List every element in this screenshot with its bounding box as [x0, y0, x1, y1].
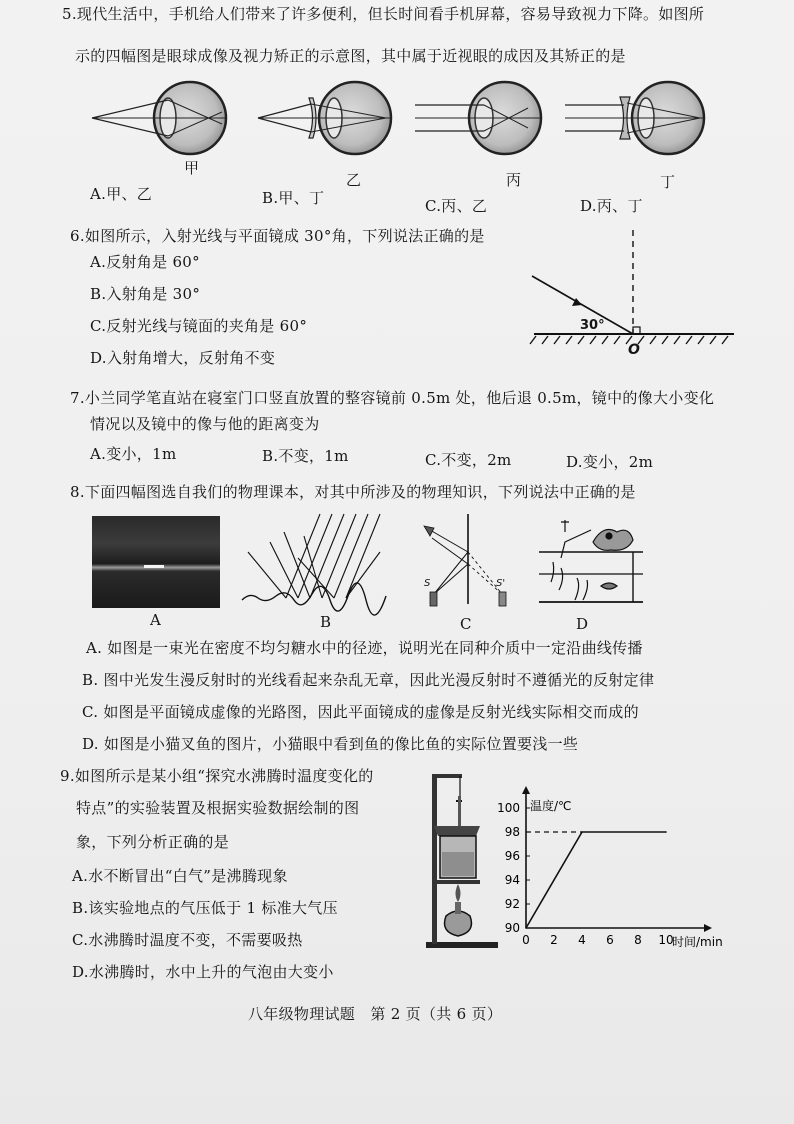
- q7-option-b: B.不变，1m: [262, 447, 349, 465]
- x-tick-label: 10: [658, 933, 674, 947]
- x-tick-label: 6: [606, 933, 614, 947]
- y-tick-label: 98: [504, 825, 520, 839]
- q5-label-jia: 甲: [184, 159, 200, 177]
- q5-label-ding: 丁: [660, 173, 676, 191]
- q7-option-d: D.变小，2m: [566, 453, 654, 471]
- eye-figure-ding: [565, 82, 704, 154]
- x-tick-label: 0: [522, 933, 530, 947]
- q6-option-d: D.入射角增大，反射角不变: [90, 349, 276, 367]
- eye-figure-bing: [415, 82, 541, 154]
- q6-mirror-figure: [520, 220, 750, 360]
- y-tick-label: 90: [504, 921, 520, 935]
- q6-point-label: O: [628, 342, 640, 358]
- q8-figure-d-cat-fishing: [535, 512, 645, 612]
- x-axis-arrow: [704, 924, 712, 932]
- q8-option-b: B. 图中光发生漫反射时的光线看起来杂乱无章，因此光漫反射时不遵循光的反射定律: [82, 671, 655, 689]
- q8-label-c: C: [460, 615, 472, 633]
- q9-option-c: C.水沸腾时温度不变，不需要吸热: [72, 931, 303, 949]
- q7-stem-line2: 情况以及镜中的像与他的距离变为: [90, 415, 320, 433]
- q6-stem: 6.如图所示，入射光线与平面镜成 30°角，下列说法正确的是: [70, 227, 485, 245]
- q8-figure-a-photo: [92, 516, 220, 608]
- data-point: [525, 927, 527, 929]
- q5-eye-figures: [0, 0, 794, 200]
- light-path-streak: [144, 565, 164, 568]
- x-axis-label: 时间/min: [672, 935, 723, 949]
- q7-stem-line1: 7.小兰同学笔直站在寝室门口竖直放置的整容镜前 0.5m 处，他后退 0.5m，镜中的像大小变化: [70, 389, 715, 407]
- q9-stem-line2: 特点”的实验装置及根据实验数据绘制的图: [76, 799, 360, 817]
- data-point: [665, 831, 667, 833]
- q5-option-c: C.丙、乙: [425, 197, 488, 215]
- q5-stem-line2: 示的四幅图是眼球成像及视力矫正的示意图，其中属于近视眼的成因及其矫正的是: [75, 47, 626, 65]
- y-tick-label: 94: [504, 873, 520, 887]
- q6-angle-label: 30°: [580, 318, 605, 333]
- eye-figure-jia: [92, 82, 226, 154]
- y-axis-label: 温度/℃: [530, 799, 572, 813]
- q7-option-c: C.不变，2m: [425, 451, 512, 469]
- x-tick-label: 8: [634, 933, 642, 947]
- q6-option-c: C.反射光线与镜面的夹角是 60°: [90, 317, 308, 335]
- q5-option-a: A.甲、乙: [90, 185, 153, 203]
- q5-stem-line1: 5.现代生活中，手机给人们带来了许多便利，但长时间看手机屏幕，容易导致视力下降。如图所: [62, 5, 705, 23]
- q9-stem-line1: 9.如图所示是某小组“探究水沸腾时温度变化的: [60, 767, 374, 785]
- series-line-water-temperature: [526, 832, 666, 928]
- y-tick-label: 92: [504, 897, 520, 911]
- q8-label-a: A: [150, 611, 162, 629]
- q8-option-d: D. 如图是小猫叉鱼的图片，小猫眼中看到鱼的像比鱼的实际位置要浅一些: [82, 735, 579, 753]
- eye-figure-yi: [258, 82, 391, 154]
- q8-c-label-s: S: [424, 578, 431, 589]
- data-point: [581, 831, 583, 833]
- q9-temperature-chart: [470, 780, 750, 950]
- q7-option-a: A.变小，1m: [90, 445, 177, 463]
- q6-option-b: B.入射角是 30°: [90, 285, 201, 303]
- q8-label-d: D: [576, 615, 589, 633]
- page-footer: 八年级物理试题 第 2 页（共 6 页）: [248, 1005, 503, 1023]
- q5-option-b: B.甲、丁: [262, 189, 325, 207]
- q8-option-c: C. 如图是平面镜成虚像的光路图，因此平面镜成的虚像是反射光线实际相交而成的: [82, 703, 639, 721]
- q5-label-yi: 乙: [346, 171, 362, 189]
- q8-c-label-s-prime: S': [496, 578, 506, 589]
- q8-figure-b-diffuse: [240, 512, 390, 612]
- y-tick-label: 100: [497, 801, 520, 815]
- y-axis-arrow: [522, 786, 530, 794]
- x-tick-label: 4: [578, 933, 586, 947]
- q8-option-a: A. 如图是一束光在密度不均匀糖水中的径迹，说明光在同种介质中一定沿曲线传播: [86, 639, 643, 657]
- q9-option-b: B.该实验地点的气压低于 1 标准大气压: [72, 899, 338, 917]
- q8-stem: 8.下面四幅图选自我们的物理课本，对其中所涉及的物理知识，下列说法中正确的是: [70, 483, 636, 501]
- q9-option-d: D.水沸腾时，水中上升的气泡由大变小: [72, 963, 334, 981]
- y-tick-label: 96: [504, 849, 520, 863]
- q8-figure-c-mirror: [420, 512, 520, 612]
- q8-label-b: B: [320, 613, 332, 631]
- q9-option-a: A.水不断冒出“白气”是沸腾现象: [72, 867, 288, 885]
- q5-option-d: D.丙、丁: [580, 197, 643, 215]
- q9-stem-line3: 象，下列分析正确的是: [76, 833, 230, 851]
- x-tick-label: 2: [550, 933, 558, 947]
- q5-label-bing: 丙: [506, 171, 522, 189]
- q6-option-a: A.反射角是 60°: [90, 253, 200, 271]
